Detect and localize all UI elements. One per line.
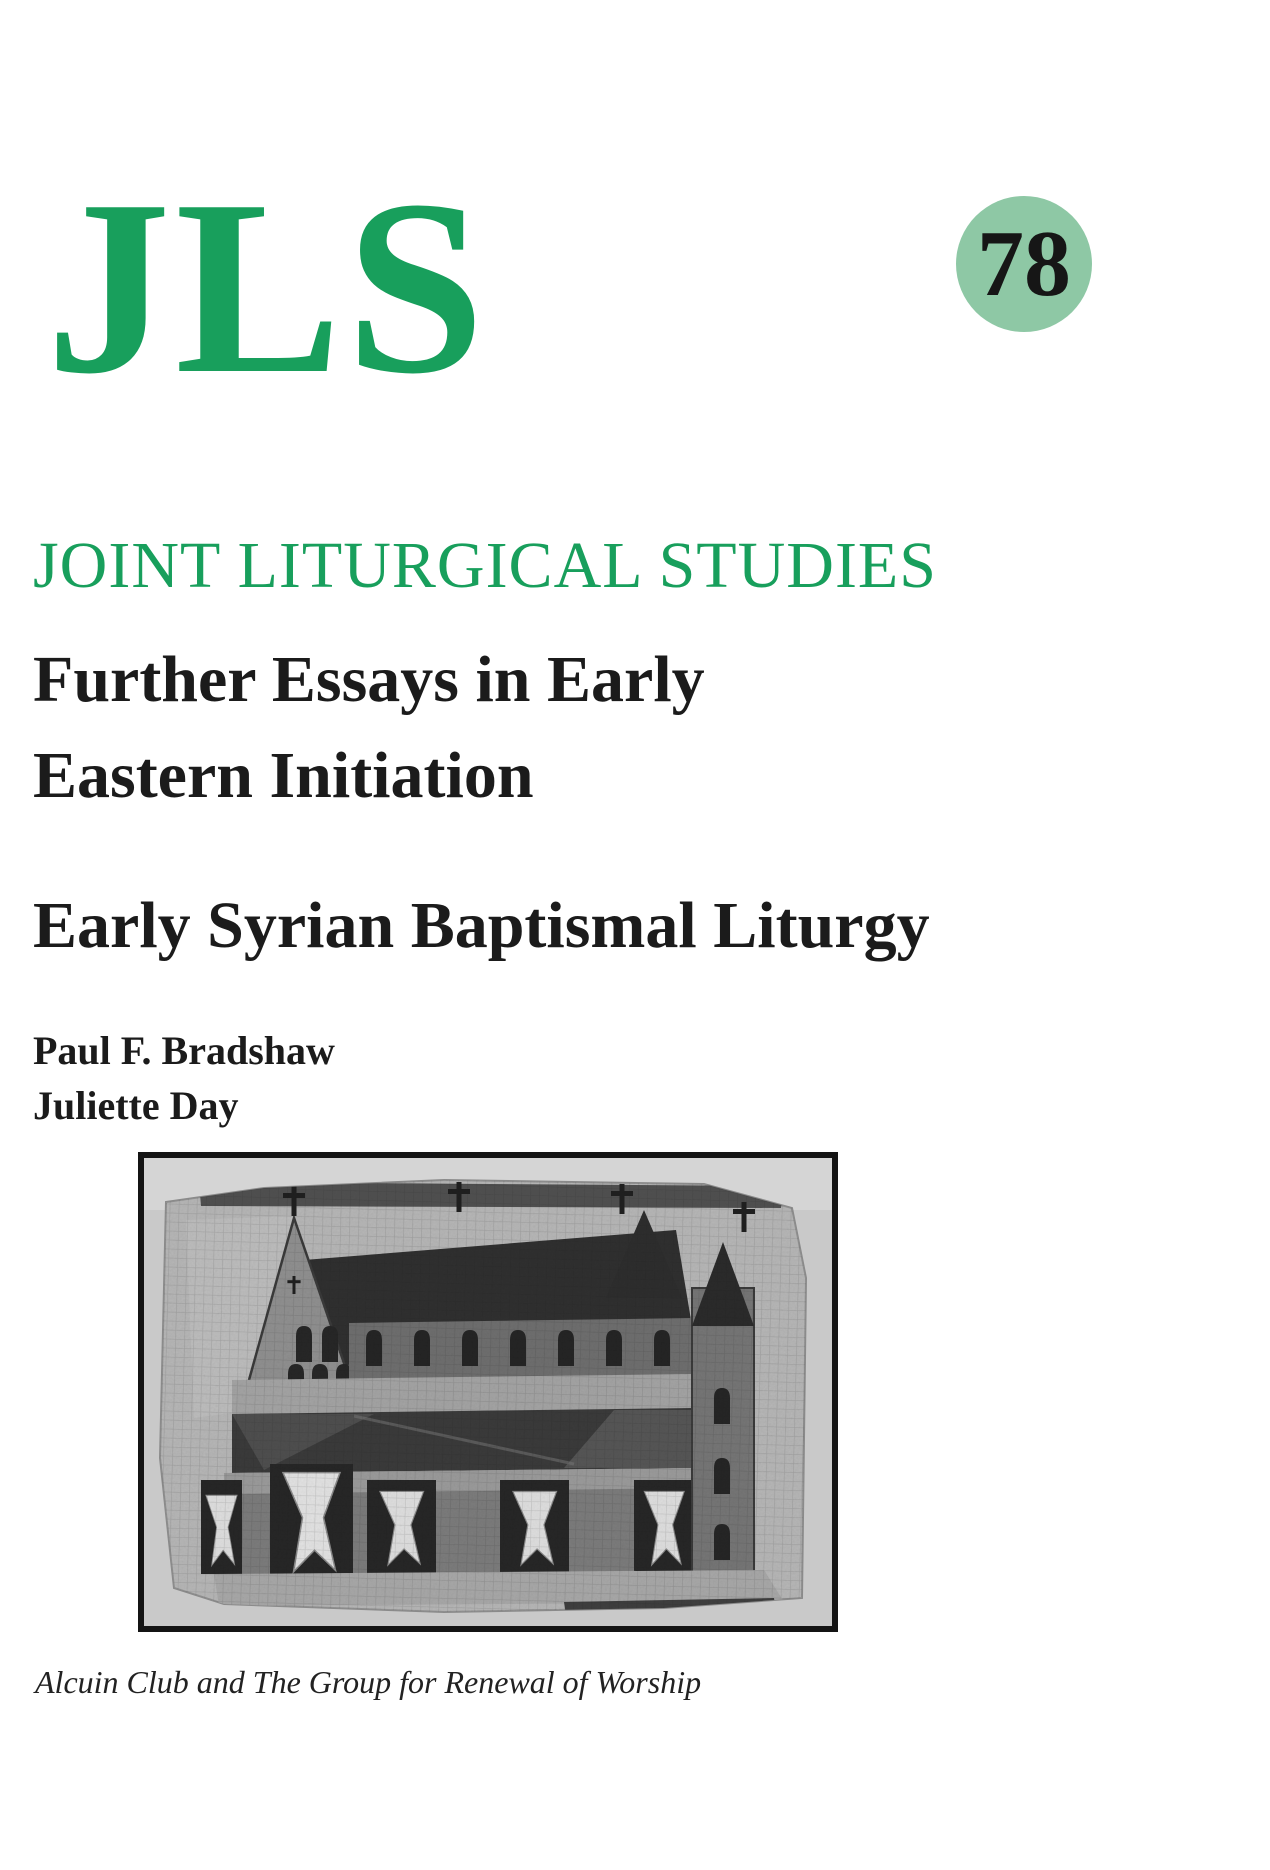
author-name: Juliette Day [33, 1083, 239, 1128]
cover-image-mosaic-church [138, 1152, 838, 1632]
book-title-line2: Eastern Initiation [33, 739, 534, 812]
imprint-line: Alcuin Club and The Group for Renewal of Worship [35, 1664, 702, 1700]
book-title-line1: Further Essays in Early [33, 643, 705, 716]
author-list [33, 1023, 335, 1133]
series-title: JOINT LITURGICAL STUDIES [33, 529, 937, 602]
author-name: Paul F. Bradshaw [33, 1028, 335, 1073]
issue-number: 78 [977, 212, 1071, 316]
mosaic-church-illustration [144, 1158, 832, 1626]
book-title [33, 632, 705, 824]
book-subtitle: Early Syrian Baptismal Liturgy [33, 889, 930, 962]
jls-logo: JLS [46, 149, 489, 426]
issue-number-badge [956, 196, 1092, 332]
mosaic-scene [144, 1158, 832, 1626]
